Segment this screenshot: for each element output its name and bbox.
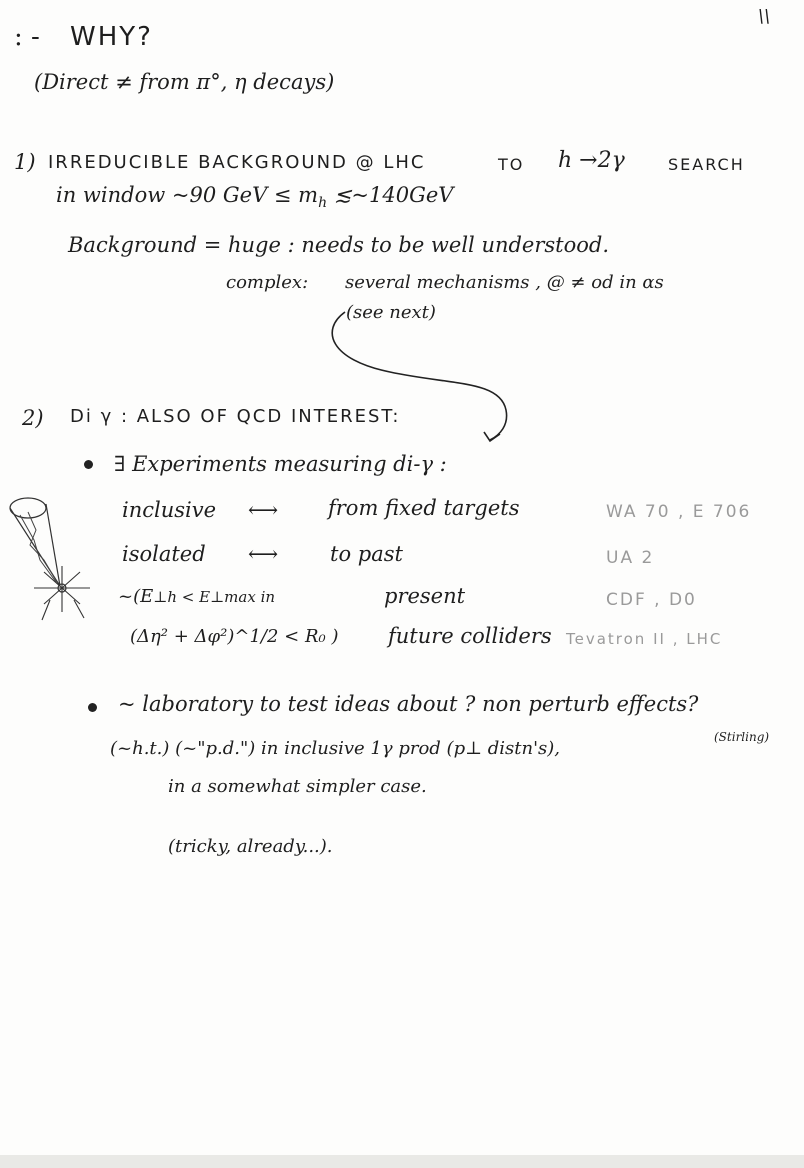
laboratory-line: ~ laboratory to test ideas about ? non perturb effects? [118, 692, 699, 716]
row-inclusive-arrow: ⟷ [248, 498, 279, 522]
mass-window-end: ≲~140GeV [333, 183, 454, 207]
complex-text: several mechanisms , @ ≠ od in αs [345, 272, 664, 293]
section-1-search: SEARCH [668, 155, 745, 174]
page-subtitle: (Direct ≠ from π°, η decays) [34, 70, 335, 94]
header-dots: : - [14, 22, 40, 52]
see-next: (see next) [346, 302, 436, 323]
section-1-to: TO [498, 155, 525, 174]
stirling-note: (Stirling) [714, 730, 770, 744]
row-isolated-right: UA 2 [606, 548, 655, 568]
tricky-note: (tricky, already...). [168, 836, 333, 857]
section-1-number: 1) [14, 150, 36, 174]
experiments-line: ∃ Experiments measuring di-γ : [114, 452, 447, 476]
section-2-number: 2) [22, 406, 44, 430]
row-future-mid: future colliders [388, 624, 552, 648]
corner-mark: \\ [758, 6, 771, 27]
bullet-point-2 [88, 703, 97, 712]
row-present-right: CDF , D0 [606, 590, 697, 610]
complex-label: complex: [226, 272, 309, 293]
row-isolated-left: isolated [122, 542, 206, 566]
simpler-case-line: in a somewhat simpler case. [168, 776, 427, 797]
row-inclusive-left: inclusive [122, 498, 217, 522]
row-inclusive-right: WA 70 , E 706 [606, 502, 752, 522]
section-2-heading: Di γ : ALSO OF QCD INTEREST: [70, 406, 401, 427]
row-future-right: Tevatron II , LHC [566, 630, 723, 648]
row-inclusive-mid: from fixed targets [328, 496, 520, 520]
mass-window-subscript: h [318, 195, 328, 212]
row-cone-left: (Δη² + Δφ²)^1/2 < R₀ ) [130, 626, 339, 647]
page-title: WHY? [70, 22, 153, 52]
mass-window-text: in window ~90 GeV ≤ m [56, 183, 319, 207]
row-isolated-mid: to past [330, 542, 403, 566]
row-isolated-arrow: ⟷ [248, 542, 279, 566]
row-present-mid: present [384, 584, 466, 608]
section-1-process: h →2γ [558, 148, 625, 173]
section-1-heading: IRREDUCIBLE BACKGROUND @ LHC [48, 152, 426, 173]
row-energy-text: ~(E [118, 586, 154, 607]
background-line: Background = huge : needs to be well understood. [68, 233, 610, 257]
inclusive-photon-line: (~h.t.) (~"p.d.") in inclusive 1γ prod (p⊥ distn's), [110, 738, 561, 759]
page-bottom-edge [0, 1155, 804, 1168]
row-energy-sub: ⊥h < E⊥max in [153, 588, 276, 606]
